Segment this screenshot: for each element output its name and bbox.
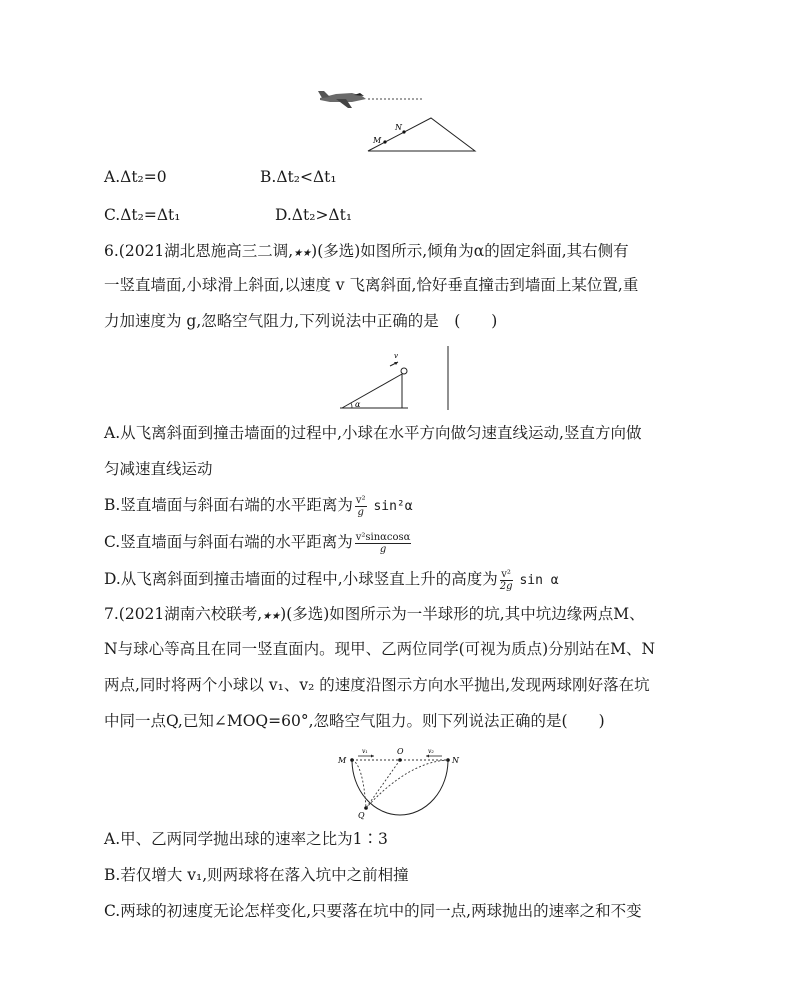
q7-stem-line3: 两点,同时将两个小球以 v₁、v₂ 的速度沿图示方向水平抛出,发现两球刚好落在坑 <box>104 676 650 694</box>
fraction: $\frac{\text{v²}}{2g}$ <box>499 568 513 592</box>
hemisphere-pit-figure <box>330 744 470 820</box>
q6-figure <box>340 344 460 412</box>
fraction: $\frac{\text{v²sinαcosα}}{g}$ <box>355 531 411 555</box>
q5-choice-c: C.Δt₂=Δt₁ <box>104 206 181 224</box>
label-M: M <box>373 136 382 145</box>
q6-choice-a-line1: A.从飞离斜面到撞击墙面的过程中,小球在水平方向做匀速直线运动,竖直方向做 <box>104 424 642 442</box>
q5-choice-b: B.Δt₂<Δt₁ <box>260 168 337 186</box>
q7-choice-c: C.两球的初速度无论怎样变化,只要落在坑中的同一点,两球抛出的速率之和不变 <box>104 902 642 920</box>
q7-stem-line4: 中同一点Q,已知∠MOQ=60°,忽略空气阻力。则下列说法正确的是( ) <box>104 712 605 730</box>
q6-choice-b: B.竖直墙面与斜面右端的水平距离为 $\frac{\text{v²}}{g}$ sin²α <box>104 494 413 518</box>
q5-choice-d: D.Δt₂>Δt₁ <box>275 206 353 224</box>
q7-choice-b: B.若仅增大 v₁,则两球将在落入坑中之前相撞 <box>104 866 409 884</box>
q6-choice-c: C.竖直墙面与斜面右端的水平距离为 $\frac{\text{v²sinαcosα}}{g}$ <box>104 531 411 555</box>
q6-stem-line3: 力加速度为 g,忽略空气阻力,下列说法中正确的是 ( ) <box>104 312 498 330</box>
q7-stem-line1: 7.(2021湖南六校联考,★★)(多选)如图所示为一半球形的坑,其中坑边缘两点M、 <box>104 605 645 623</box>
label-N: N <box>395 123 402 132</box>
airplane-incline-figure <box>300 80 520 160</box>
q6-choice-d: D.从飞离斜面到撞击墙面的过程中,小球竖直上升的高度为 $\frac{\text{v²}}{2g}$ sin α <box>104 568 559 592</box>
label-M: M <box>338 756 347 765</box>
label-v1: v₁ <box>362 748 368 755</box>
label-alpha: α <box>355 400 361 409</box>
fraction: $\frac{\text{v²}}{g}$ <box>355 494 366 518</box>
difficulty-stars-icon: ★★ <box>293 248 312 259</box>
airplane-icon <box>318 91 366 108</box>
label-O: O <box>397 747 404 756</box>
difficulty-stars-icon: ★★ <box>262 611 281 622</box>
q6-stem-line2: 一竖直墙面,小球滑上斜面,以速度 v 飞离斜面,恰好垂直撞击到墙面上某位置,重 <box>104 276 639 294</box>
q7-stem-line2: N与球心等高且在同一竖直面内。现甲、乙两位同学(可视为质点)分别站在M、N <box>104 640 656 658</box>
label-N: N <box>452 756 459 765</box>
q6-choice-a-line2: 匀减速直线运动 <box>104 460 213 478</box>
label-v2: v₂ <box>428 748 434 755</box>
q6-stem-line1: 6.(2021湖北恩施高三二调,★★)(多选)如图所示,倾角为α的固定斜面,其右侧有 <box>104 242 629 260</box>
label-v: v <box>394 352 398 360</box>
label-Q: Q <box>358 811 365 820</box>
incline-triangle <box>368 118 475 151</box>
q5-choice-a: A.Δt₂=0 <box>104 168 167 186</box>
q7-choice-a: A.甲、乙两同学抛出球的速率之比为1∶3 <box>104 830 388 848</box>
